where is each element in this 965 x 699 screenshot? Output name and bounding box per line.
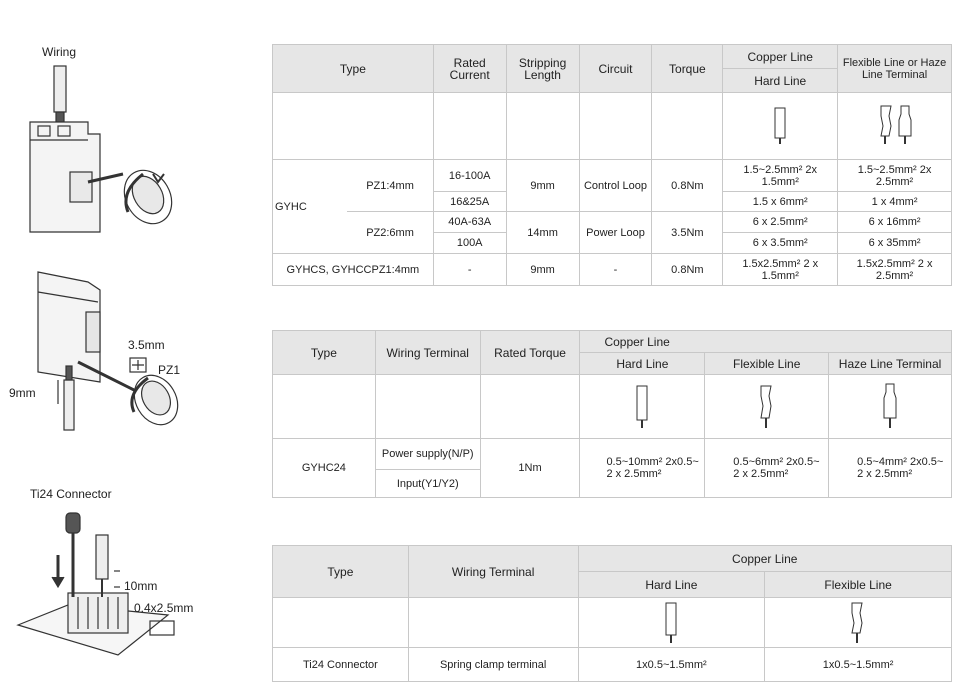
ferrule-wire-icon xyxy=(829,375,952,439)
t3-header-type: Type xyxy=(273,546,409,598)
pz1-illustration xyxy=(8,262,198,442)
t2-header-hard-line: Hard Line xyxy=(580,353,705,375)
t1-last-type: GYHCS, GYHCCPZ1:4mm xyxy=(273,254,434,286)
t1-r2-hard: 1.5 x 6mm² xyxy=(723,192,838,212)
wiring-title: Wiring xyxy=(42,45,77,59)
t3-type: Ti24 Connector xyxy=(273,648,409,682)
dim-10mm-label: 10mm xyxy=(124,579,158,593)
t2-haze: 0.5~4mm² 2x0.5~ 2 x 2.5mm² xyxy=(829,439,952,498)
t3-hard: 1x0.5~1.5mm² xyxy=(578,648,765,682)
ti24-illustration xyxy=(8,505,208,665)
t3-terminal: Spring clamp terminal xyxy=(408,648,578,682)
t1-last-hard: 1.5x2.5mm² 2 x 1.5mm² xyxy=(723,254,838,286)
t1-last-flex: 1.5x2.5mm² 2 x 2.5mm² xyxy=(838,254,952,286)
t1-r2-flex: 1 x 4mm² xyxy=(838,192,952,212)
t1-power-loop: Power Loop xyxy=(579,212,652,254)
t1-r4-current: 100A xyxy=(433,233,506,254)
t2-torque: 1Nm xyxy=(480,439,580,498)
t1-r1-flex: 1.5~2.5mm² 2x 2.5mm² xyxy=(838,160,952,192)
t1-header-stripping-length: Stripping Length xyxy=(506,45,579,93)
t2-hard: 0.5~10mm² 2x0.5~ 2 x 2.5mm² xyxy=(580,439,705,498)
wiring-illustration xyxy=(8,62,178,252)
dim-3-5mm-label: 3.5mm xyxy=(128,338,165,352)
hard-wire-icon xyxy=(580,375,705,439)
hard-wire-icon xyxy=(723,93,838,160)
t1-gyhc: GYHC xyxy=(273,160,348,254)
t1-r3-current: 40A-63A xyxy=(433,212,506,233)
t2-header-rated-torque: Rated Torque xyxy=(480,331,580,375)
flexible-wire-icon xyxy=(705,375,829,439)
t1-torque-35: 3.5Nm xyxy=(652,212,723,254)
t2-flex: 0.5~6mm² 2x0.5~ 2 x 2.5mm² xyxy=(705,439,829,498)
t1-r3-flex: 6 x 16mm² xyxy=(838,212,952,233)
t1-r4-hard: 6 x 3.5mm² xyxy=(723,233,838,254)
ti24-spec-table xyxy=(272,545,952,682)
t3-header-flexible-line: Flexible Line xyxy=(765,572,952,598)
t1-pz1: PZ1:4mm xyxy=(347,160,433,212)
gyhc-spec-table xyxy=(272,44,952,286)
t1-r2-current: 16&25A xyxy=(433,192,506,212)
t2-header-copper-line: Copper Line xyxy=(580,331,952,353)
t1-strip-14: 14mm xyxy=(506,212,579,254)
t2-header-wiring-terminal: Wiring Terminal xyxy=(375,331,480,375)
dim-0-4x2-5mm-label: 0.4x2.5mm xyxy=(134,601,194,615)
t1-header-rated-current: Rated Current xyxy=(433,45,506,93)
t3-header-wiring-terminal: Wiring Terminal xyxy=(408,546,578,598)
flexible-wire-icon xyxy=(765,598,952,648)
t1-header-copper-line: Copper Line xyxy=(723,45,838,69)
t1-r1-current: 16-100A xyxy=(433,160,506,192)
t1-last-torque: 0.8Nm xyxy=(652,254,723,286)
t3-header-copper-line: Copper Line xyxy=(578,546,952,572)
t1-header-type: Type xyxy=(273,45,434,93)
t1-pz2: PZ2:6mm xyxy=(347,212,433,254)
t3-header-hard-line: Hard Line xyxy=(578,572,765,598)
t2-header-type: Type xyxy=(273,331,376,375)
t2-header-flexible-line: Flexible Line xyxy=(705,353,829,375)
t1-last-current: - xyxy=(433,254,506,286)
t1-strip-9: 9mm xyxy=(506,160,579,212)
t1-last-strip: 9mm xyxy=(506,254,579,286)
pz1-label: PZ1 xyxy=(158,363,181,377)
t2-type: GYHC24 xyxy=(273,439,376,498)
flexible-and-ferrule-wire-icon xyxy=(838,93,952,160)
t2-power-supply: Power supply(N/P) xyxy=(375,439,480,470)
t1-header-flexible: Flexible Line or Haze Line Terminal xyxy=(838,45,952,93)
gyhc24-spec-table xyxy=(272,330,952,498)
t1-torque-08: 0.8Nm xyxy=(652,160,723,212)
dim-9mm-label: 9mm xyxy=(9,386,36,400)
t1-control-loop: Control Loop xyxy=(579,160,652,212)
t1-r4-flex: 6 x 35mm² xyxy=(838,233,952,254)
t1-header-hard-line: Hard Line xyxy=(723,69,838,93)
t1-header-torque: Torque xyxy=(652,45,723,93)
t1-r1-hard: 1.5~2.5mm² 2x 1.5mm² xyxy=(723,160,838,192)
t1-header-circuit: Circuit xyxy=(579,45,652,93)
t2-input: Input(Y1/Y2) xyxy=(375,470,480,498)
t1-last-circuit: - xyxy=(579,254,652,286)
ti24-title: Ti24 Connector xyxy=(30,487,112,501)
t3-flex: 1x0.5~1.5mm² xyxy=(765,648,952,682)
hard-wire-icon xyxy=(578,598,765,648)
t2-header-haze: Haze Line Terminal xyxy=(829,353,952,375)
t1-r3-hard: 6 x 2.5mm² xyxy=(723,212,838,233)
